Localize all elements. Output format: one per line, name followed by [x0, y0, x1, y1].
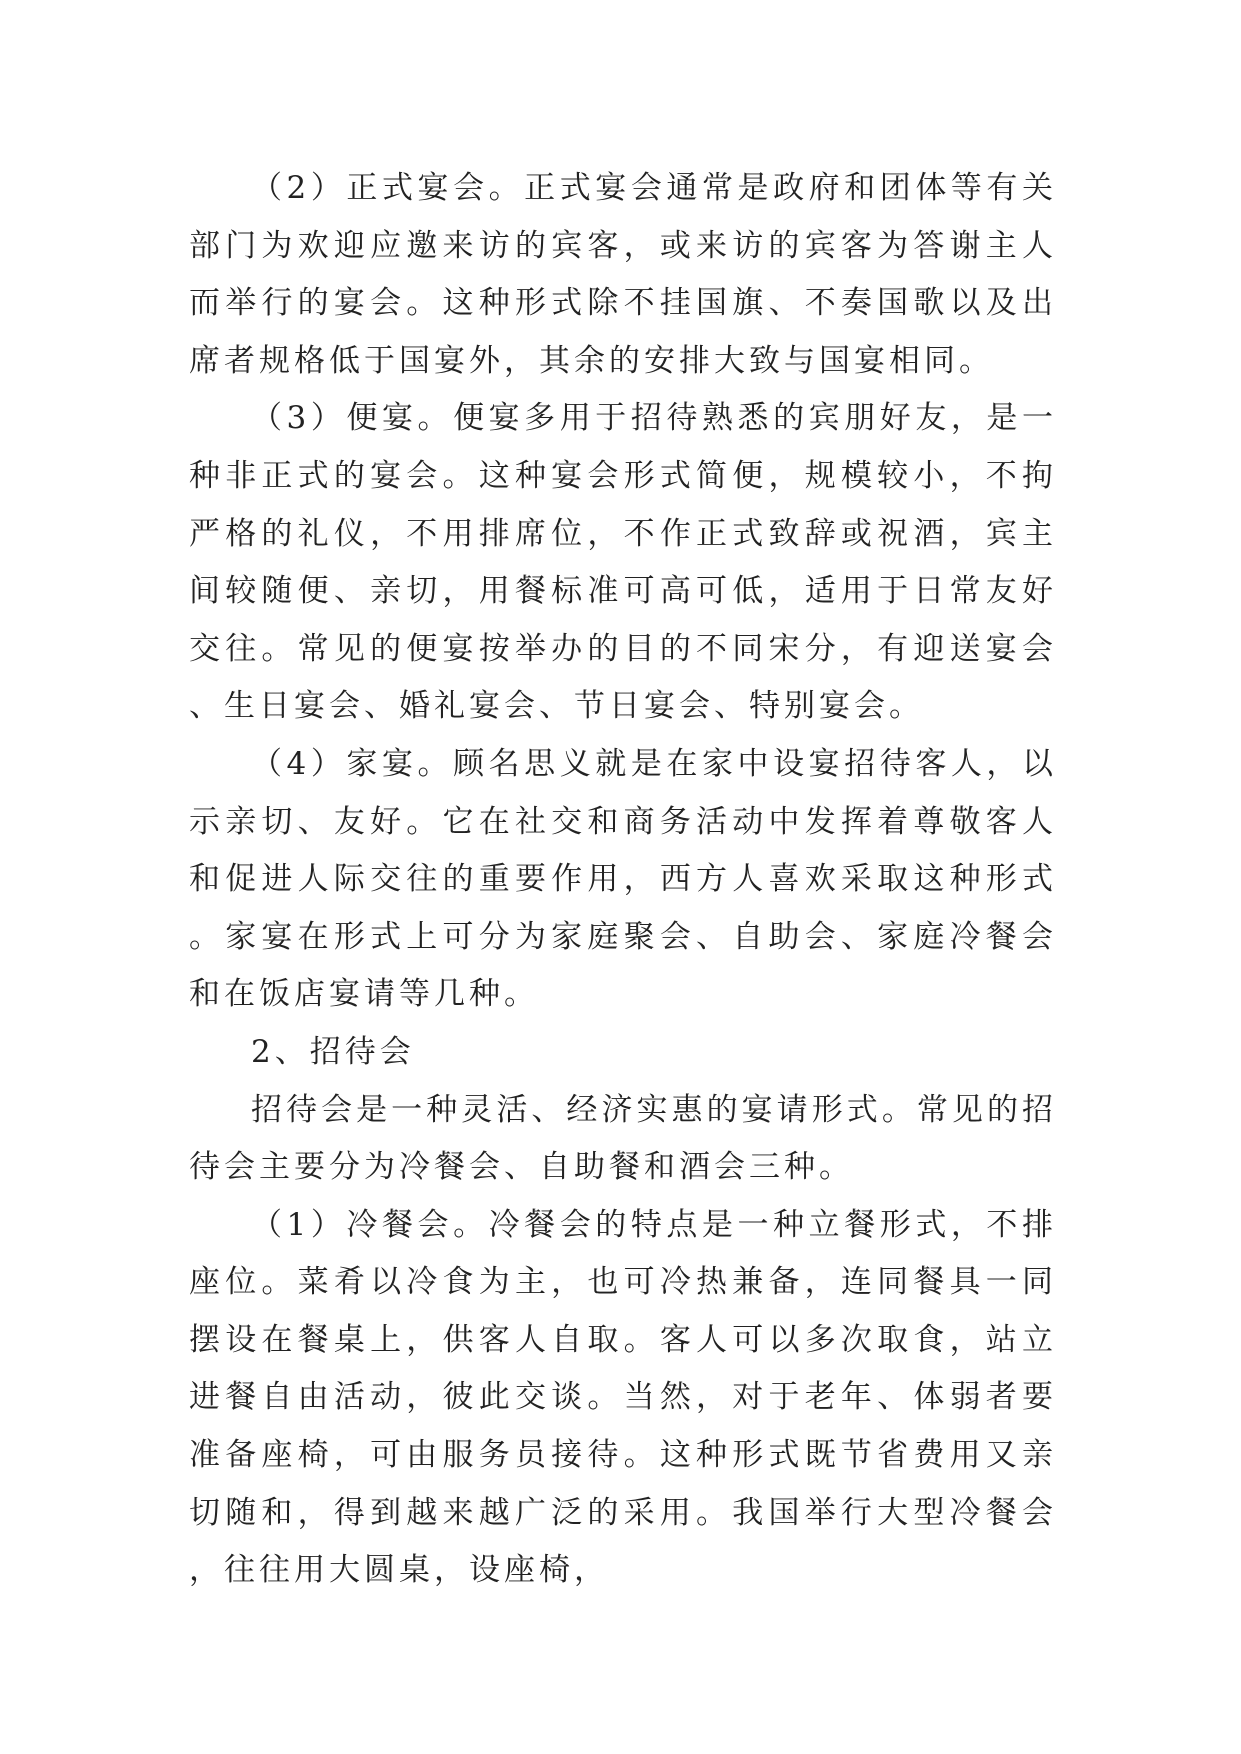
document-body [189, 160, 1057, 1600]
section-heading-reception: 2、招待会 [251, 1033, 415, 1070]
paragraph-formal-banquet: （2）正式宴会。正式宴会通常是政府和团体等有关部门为欢迎应邀来访的宾客，或来访的宾客为答谢主人而举行的宴会。这种形式除不挂国旗、不奏国歌以及出席者规格低于国宴外，其余的安排大致与国宴相同。 [189, 170, 1057, 379]
paragraph-cold-buffet: （1）冷餐会。冷餐会的特点是一种立餐形式，不排座位。菜肴以冷食为主，也可冷热兼备，连同餐具一同摆设在餐桌上，供客人自取。客人可以多次取食，站立进餐自由活动，彼此交谈。当然，对于老年、体弱者要准备座椅，可由服务员接待。这种形式既节省费用又亲切随和，得到越来越广泛的采用。我国举行大型冷餐会，往往用大圆桌，设座椅， [189, 1206, 1057, 1589]
paragraph-family-banquet: （4）家宴。顾名思义就是在家中设宴招待客人，以示亲切、友好。它在社交和商务活动中发挥着尊敬客人和促进人际交往的重要作用，西方人喜欢采取这种形式。家宴在形式上可分为家庭聚会、自助会、家庭冷餐会和在饭店宴请等几种。 [189, 745, 1057, 1013]
paragraph-informal-banquet: （3）便宴。便宴多用于招待熟悉的宾朋好友，是一种非正式的宴会。这种宴会形式简便，规模较小，不拘严格的礼仪，不用排席位，不作正式致辞或祝酒，宾主间较随便、亲切，用餐标准可高可低，适用于日常友好交往。常见的便宴按举办的目的不同宋分，有迎送宴会、生日宴会、婚礼宴会、节日宴会、特别宴会。 [189, 400, 1057, 725]
paragraph-reception-intro: 招待会是一种灵活、经济实惠的宴请形式。常见的招待会主要分为冷餐会、自助餐和酒会三种。 [189, 1091, 1057, 1186]
